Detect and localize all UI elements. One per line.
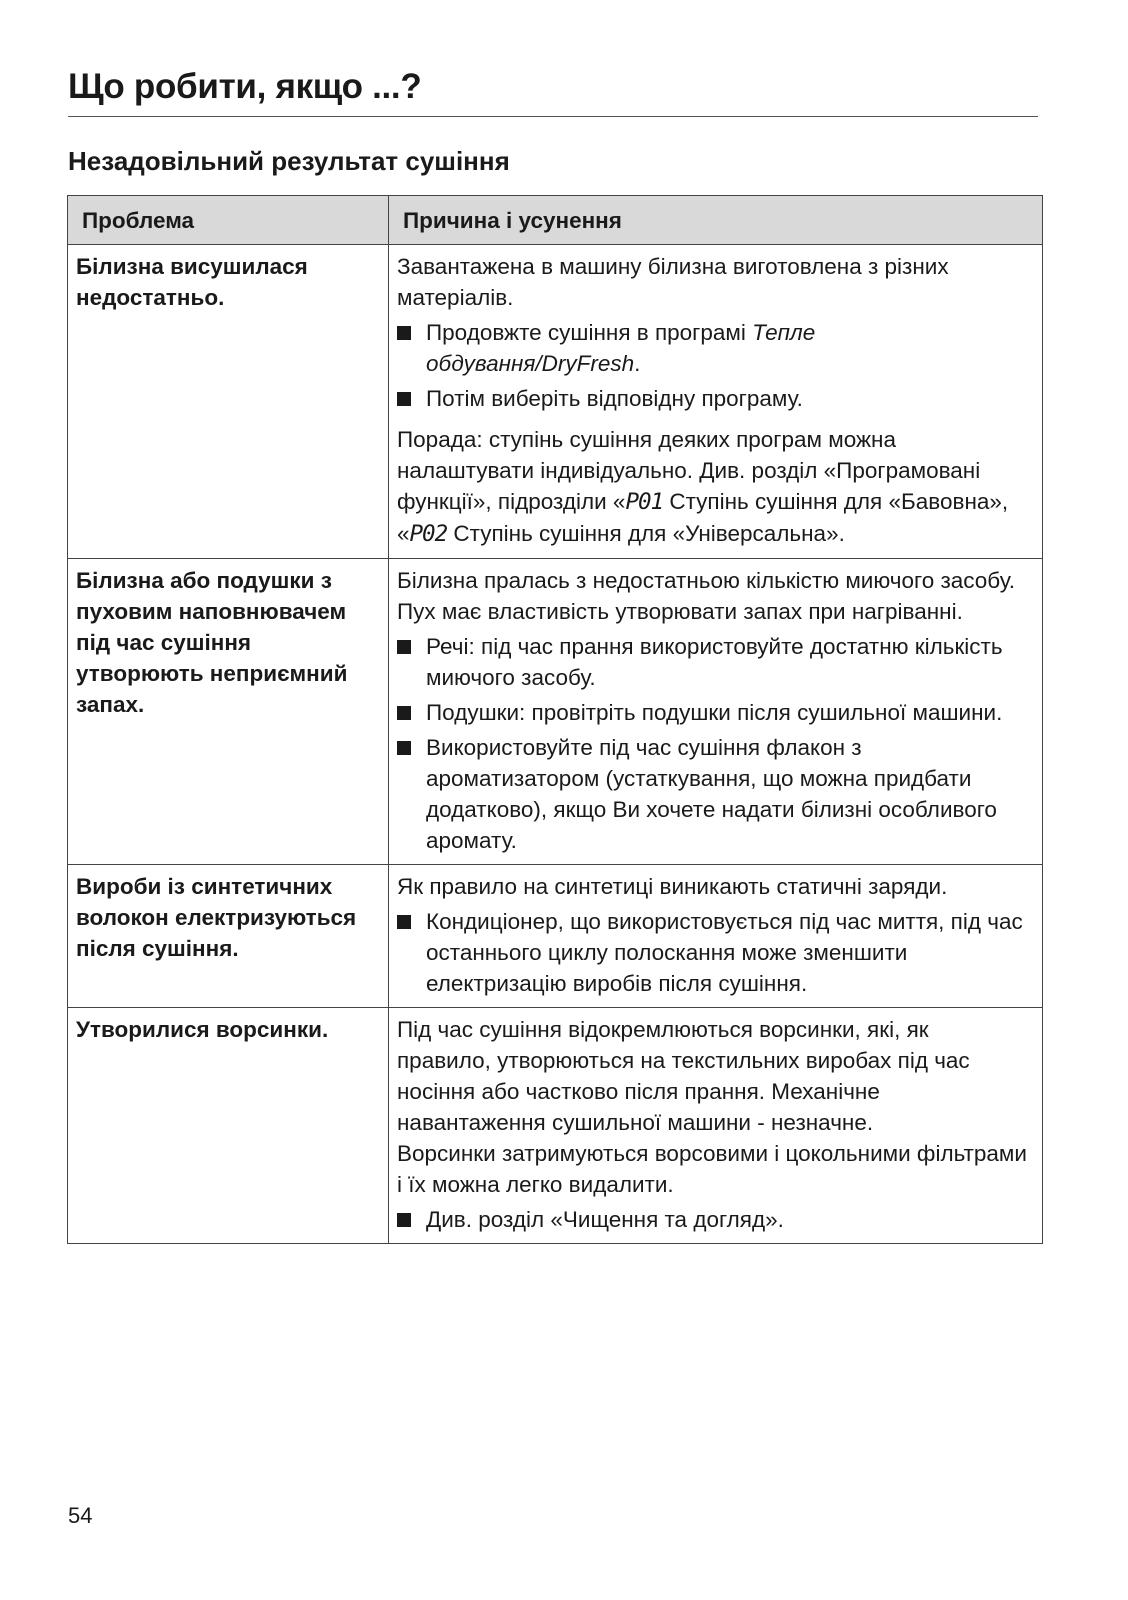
list-item [397, 732, 1028, 856]
list-item [397, 631, 1028, 693]
table-row [68, 1008, 1043, 1244]
bullet-text: Використовуйте під час сушіння флакон з ароматизатором (устаткування, що можна придбати додатково), якщо Ви хочете надати білизні особливого аромату. [426, 735, 997, 853]
list-item [397, 697, 1028, 728]
cause-text: Білизна пралась з недостатньою кількістю миючого засобу. [397, 568, 1015, 593]
square-bullet-icon [397, 706, 411, 720]
square-bullet-icon [397, 640, 411, 654]
problem-cell: Утворилися ворсинки. [68, 1008, 389, 1244]
solution-cell [389, 559, 1043, 865]
solution-cell [389, 1008, 1043, 1244]
cause-text: Пух має властивість утворювати запах при нагріванні. [397, 599, 963, 624]
cause-text: Під час сушіння відокремлюються ворсинки, які, як правило, утворюються на текстильних виробах під час носіння або частково після прання. Механічне навантаження сушильної машини - незначне. [397, 1017, 970, 1135]
bullet-text: Див. розділ «Чищення та догляд». [426, 1207, 784, 1232]
section-title: Незадовільний результат сушіння [68, 146, 510, 176]
table-header-row [68, 196, 1043, 245]
title-divider [68, 116, 1038, 117]
table-row [68, 559, 1043, 865]
solution-cell [389, 245, 1043, 559]
list-item [397, 1204, 1028, 1235]
bullet-text: Подушки: провітріть подушки після сушильної машини. [426, 700, 1003, 725]
bullet-text: Продовжте сушіння в програмі [426, 320, 753, 345]
cause-text: Ворсинки затримуються ворсовими і цокольними фільтрами і їх можна легко видалити. [397, 1141, 1027, 1197]
list-item [397, 317, 1028, 379]
table-row [68, 865, 1043, 1008]
list-item [397, 906, 1028, 999]
display-code-p01: P01 [625, 489, 664, 515]
bullet-text: Речі: під час прання використовуйте достатню кількість миючого засобу. [426, 634, 1003, 690]
tip-text: Порада: ступінь сушіння деяких програм можна налаштувати індивідуально. Див. розділ «Програмовані функції», підрозділи «P01 Ступінь сушіння для «Бавовна», «P02 Ступінь сушіння для «Універсальна». [397, 427, 1009, 547]
square-bullet-icon [397, 915, 411, 929]
column-header-problem: Проблема [68, 196, 389, 245]
bullet-text-end: . [634, 351, 641, 376]
bullet-text: Кондиціонер, що використовується під час миття, під час останнього циклу полоскання може зменшити електризацію виробів після сушіння. [426, 909, 1023, 996]
cause-text: Як правило на синтетиці виникають статичні заряди. [397, 874, 948, 899]
table-row [68, 245, 1043, 559]
column-header-cause: Причина і усунення [389, 196, 1043, 245]
square-bullet-icon [397, 1213, 411, 1227]
display-code-p02: P02 [409, 521, 448, 547]
problem-cell: Білизна або подушки з пуховим наповнювачем під час сушіння утворюють неприємний запах. [68, 559, 389, 865]
bullet-text: Потім виберіть відповідну програму. [426, 386, 803, 411]
page-number: 54 [68, 1503, 93, 1528]
program-name: Тепле обдування/DryFresh [426, 320, 816, 376]
cause-text: Завантажена в машину білизна виготовлена з різних матеріалів. [397, 254, 949, 310]
troubleshooting-table [67, 195, 1043, 1244]
solution-cell [389, 865, 1043, 1008]
page-title: Що робити, якщо ...? [68, 67, 422, 106]
square-bullet-icon [397, 326, 411, 340]
square-bullet-icon [397, 741, 411, 755]
problem-cell: Білизна висушилася недостатньо. [68, 245, 389, 559]
square-bullet-icon [397, 392, 411, 406]
problem-cell: Вироби із синтетичних волокон електризуються після сушіння. [68, 865, 389, 1008]
list-item [397, 383, 1028, 414]
